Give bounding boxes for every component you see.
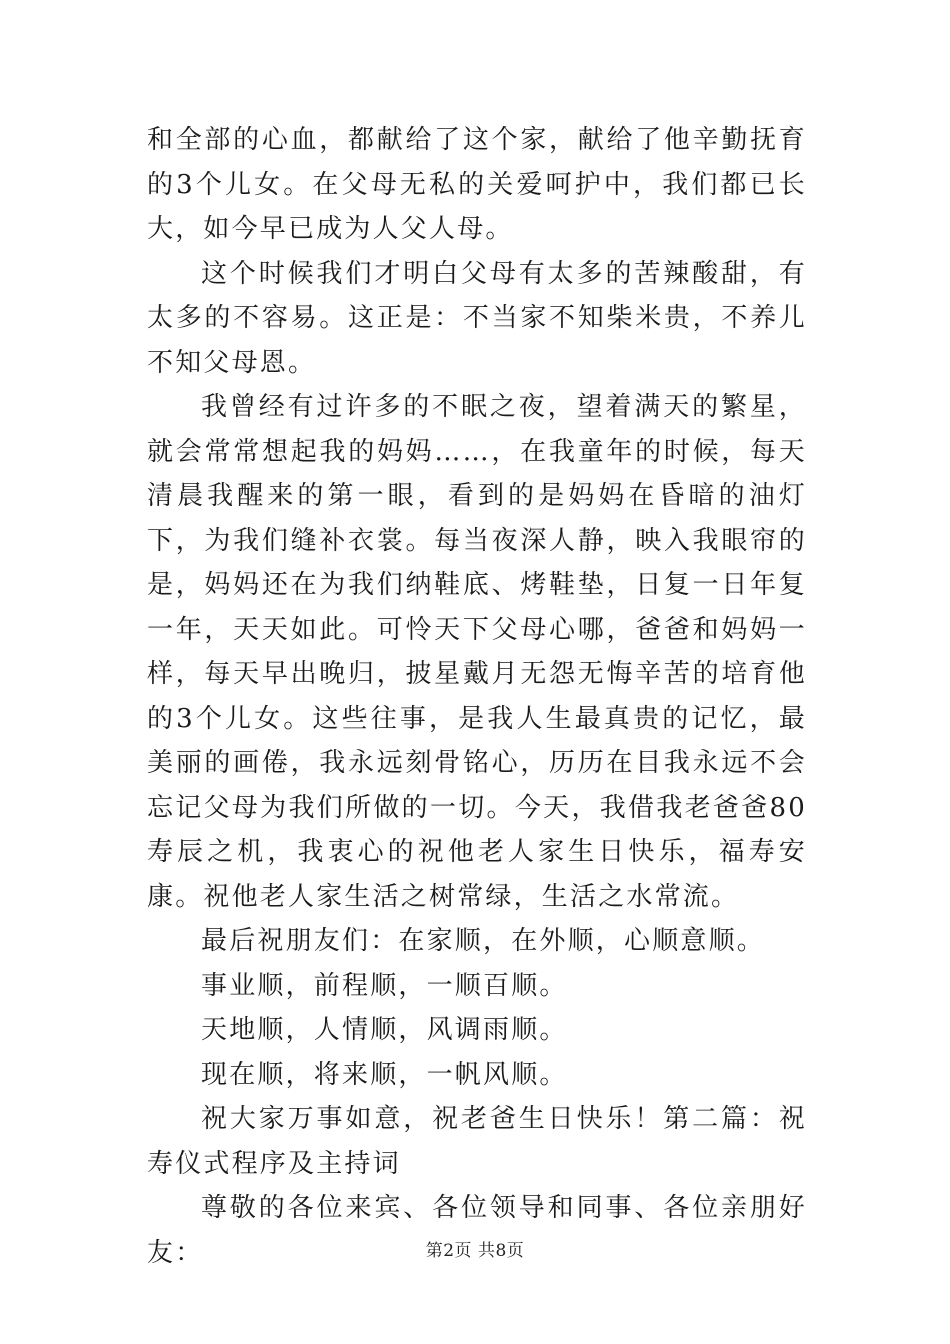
paragraph: 事业顺，前程顺，一顺百顺。 xyxy=(201,970,568,1001)
paragraph: 最后祝朋友们：在家顺，在外顺，心顺意顺。 xyxy=(201,926,766,956)
paragraph: 我曾经有过许多的不眠之夜，望着满天的繁星，就会常常想起我的妈妈……，在我童年的时候，每天清晨我醒来的第一眼，看到的是妈妈在昏暗的油灯下，为我们缝补衣裳。每当夜深人静，映入我眼帘的是，妈妈还在为我们纳鞋底、烤鞋垫，日复一日年复一年，天天如此。可怜天下父母心哪，爸爸和妈妈一样，每天早出晚归，披星戴月无怨无悔辛苦的培育他的3个儿女。这些往事，是我人生最真贵的记忆，最美丽的画倦，我永远刻骨铭心，历历在目我永远不会忘记父母为我们所做的一切。今天，我借我老爸爸80寿辰之机，我衷心的祝他老人家生日快乐，福寿安康。祝他老人家生活之树常绿，生活之水常流。 xyxy=(147,392,807,912)
paragraph: 现在顺，将来顺，一帆风顺。 xyxy=(201,1059,568,1090)
paragraph: 祝大家万事如意，祝老爸生日快乐！第二篇：祝寿仪式程序及主持词 xyxy=(147,1104,807,1179)
paragraph: 尊敬的各位来宾、各位领导和同事、各位亲朋好友： xyxy=(147,1193,807,1268)
paragraph: 这个时候我们才明白父母有太多的苦辣酸甜，有太多的不容易。这正是：不当家不知柴米贵，不养儿不知父母恩。 xyxy=(147,258,807,378)
paragraph: 天地顺，人情顺，风调雨顺。 xyxy=(201,1015,568,1045)
paragraph-continuation: 和全部的心血，都献给了这个家，献给了他辛勤抚育的3个儿女。在父母无私的关爱呵护中，我们都已长大，如今早已成为人父人母。 xyxy=(147,125,807,244)
page-number-footer: 第2页 共8页 xyxy=(425,1241,525,1261)
document-body xyxy=(147,118,807,1275)
